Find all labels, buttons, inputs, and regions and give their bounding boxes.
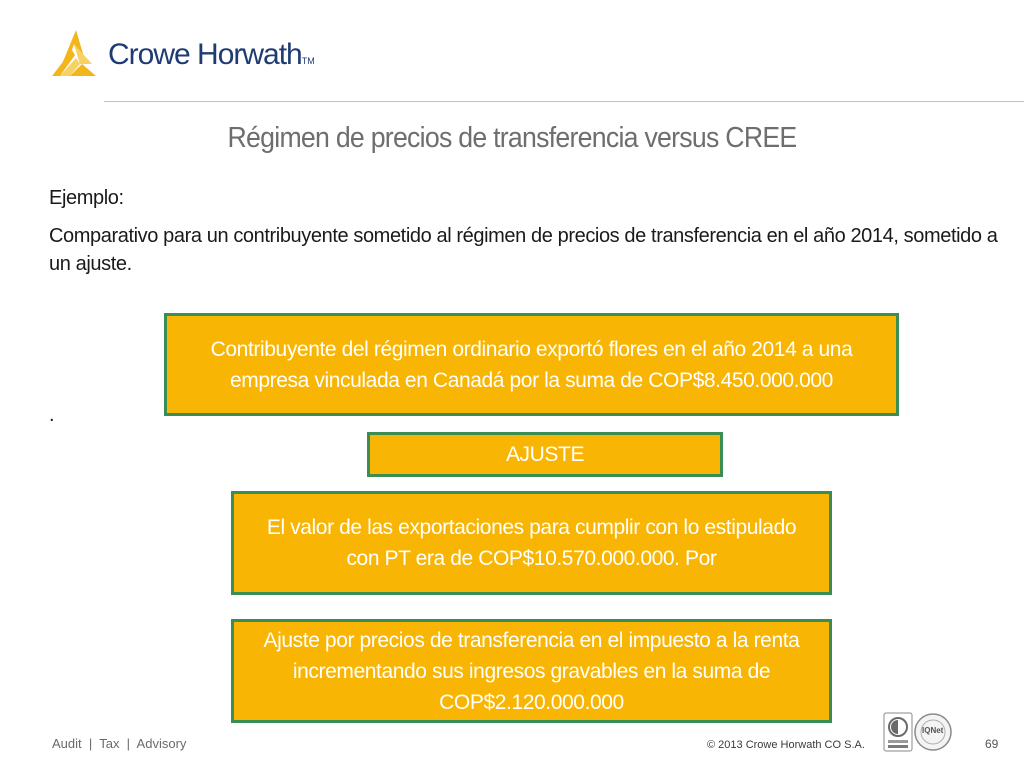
arms-length-value-text: El valor de las exportaciones para cumplir con lo estipulado con PT era de COP$10.570.000.000. Por bbox=[266, 516, 797, 570]
export-statement-text: Contribuyente del régimen ordinario exportó flores en el año 2014 a una empresa vinculada en Canadá por la suma de COP$8.450.000.000 bbox=[210, 337, 853, 392]
header-divider bbox=[104, 101, 1024, 102]
crowe-horwath-logo-icon bbox=[50, 28, 102, 78]
icontec-certification-icon bbox=[883, 712, 913, 752]
tax-adjustment-text: Ajuste por precios de transferencia en el impuesto a la renta incrementando sus ingresos gravables en la suma de COP$2.120.000.000 bbox=[263, 628, 800, 714]
logo-wordmark: Crowe Horwath bbox=[108, 38, 302, 71]
stray-bullet-dot: . bbox=[49, 404, 55, 426]
footer-copyright: © 2013 Crowe Horwath CO S.A. bbox=[707, 739, 865, 751]
adjustment-header-box bbox=[367, 432, 723, 477]
page-number: 69 bbox=[985, 737, 999, 751]
export-statement-box bbox=[164, 313, 899, 416]
tax-adjustment-box bbox=[231, 619, 832, 723]
footer-services: Audit | Tax | Advisory bbox=[52, 736, 187, 751]
iqnet-certification-badge bbox=[913, 712, 953, 752]
arms-length-value-box bbox=[231, 491, 832, 595]
company-logo bbox=[50, 28, 330, 80]
iqnet-badge-label: IQNet bbox=[922, 726, 944, 735]
slide-title: Régimen de precios de transferencia versus CREE bbox=[227, 122, 797, 154]
example-label: Ejemplo: bbox=[49, 187, 124, 209]
adjustment-header-text: AJUSTE bbox=[505, 443, 585, 466]
logo-trademark: TM bbox=[301, 56, 315, 66]
intro-paragraph: Comparativo para un contribuyente sometido al régimen de precios de transferencia en el año 2014, sometido a un ajuste. bbox=[49, 225, 998, 275]
